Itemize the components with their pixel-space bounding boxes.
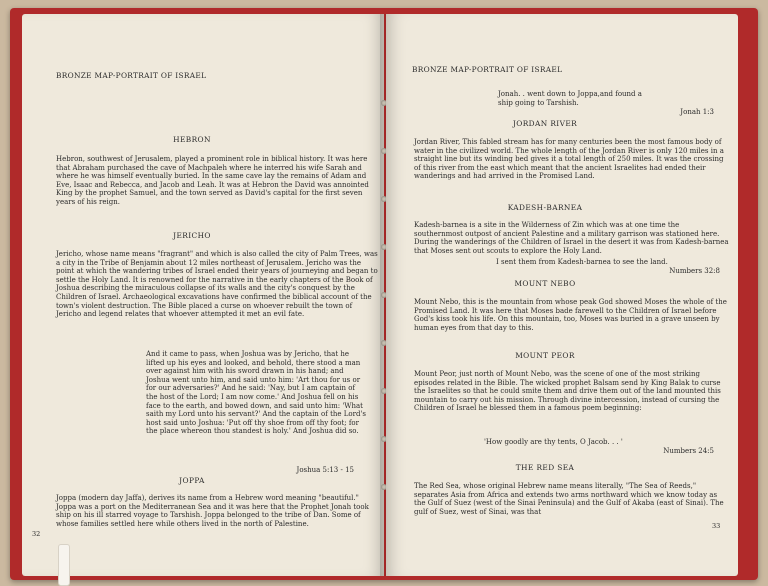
paragraph-mount-nebo: Mount Nebo, this is the mountain from whose peak God showed Moses the whole of the Promised Land. It was here that Moses bade farewell to the Children of Israel before God's kiss took his life. On this mountain, too, Moses was buried in a grave unseen by human eyes from that day to this. <box>414 298 727 332</box>
citation-jonah: Jonah 1:3 <box>680 108 714 116</box>
citation-kadesh-barnea: Numbers 32:8 <box>669 267 720 275</box>
quote-jonah: Jonah. . went down to Joppa,and found a ship going to Tarshish. <box>498 90 642 107</box>
paragraph-jericho: Jericho, whose name means "fragrant" and which is also called the city of Palm Trees, was a city in the Tribe of Benjamin about 12 miles northeast of Jerusalem. Jericho was the point at which the wandering tribes of Israel ended their years of journeying and began to settle the Holy Land. It is renowned for the narrative in the early chapters of the Book of Joshua describing the miraculous collapse of its walls and the city's conquest by the Children of Israel. Archaeological excavations have confirmed the biblical account of the town's violent destruction. The Bible placed a curse on whoever rebuilt the town of Jericho and legend relates that whoever attempted it met an evil fate. <box>56 250 378 319</box>
citation-jericho: Joshua 5:13 - 15 <box>296 466 354 474</box>
left-page <box>22 14 384 576</box>
paragraph-mount-peor: Mount Peor, just north of Mount Nebo, was the scene of one of the most striking episodes related in the Bible. The wicked prophet Balsam send by King Balak to curse the Israelites so that he could smite them and drive them out of the land mounted this mountain to carry out his mission. Through divine intercession, instead of cursing the Children of Israel he blessed them in a famous poem beginning: <box>414 370 721 413</box>
paragraph-hebron: Hebron, southwest of Jerusalem, played a prominent role in biblical history. It was here that Abraham purchased the cave of Machpaleh where he interred his wife Sarah and where he was himself eventually buried. In the same cave lay the remains of Adam and Eve, Isaac and Rebecca, and Jacob and Leah. It was at Hebron the David was annointed King by the prophet Samuel, and the town served as David's capital for the first seven years of his reign. <box>56 155 369 206</box>
bookmark-tab <box>58 544 70 586</box>
heading-jordan-river: JORDAN RIVER <box>512 119 578 128</box>
running-title-right: BRONZE MAP-PORTRAIT OF ISRAEL <box>412 65 563 74</box>
quote-mount-peor: 'How goodly are thy tents, O Jacob. . . ' <box>484 438 623 446</box>
page-number-left: 32 <box>32 530 41 538</box>
heading-jericho: JERICHO <box>173 231 211 240</box>
right-page <box>386 14 738 576</box>
paragraph-jordan-river: Jordan River, This fabled stream has for many centuries been the most famous body of water in the civilized world. The whole length of the Jordan River is only 120 miles in a straight line but its winding bed gives it a total length of 250 miles. It was the crossing of this river from the east which meant that the ancient Israelites had ended their wanderings and had arrived in the Promised Land. <box>414 138 724 181</box>
paragraph-red-sea: The Red Sea, whose original Hebrew name means literally, "The Sea of Reeds," separates Asia from Africa and extends two arms northward which we know today as the Gulf of Suez (west of the Sinai Peninsula) and the Gulf of Akaba (east of Sinai). The gulf of Suez, west of Sinai, was that <box>414 482 724 516</box>
heading-red-sea: THE RED SEA <box>515 463 575 472</box>
heading-mount-peor: MOUNT PEOR <box>515 351 575 360</box>
quote-kadesh-barnea: I sent them from Kadesh-barnea to see the land. <box>496 258 668 266</box>
paragraph-kadesh-barnea: Kadesh-barnea is a site in the Wilderness of Zin which was at one time the southernmost outpost of ancient Palestine and a military garrison was stationed here. During the wanderings of the Children of Israel in the desert it was from Kadesh-barnea that Moses sent out scouts to explore the Holy Land. <box>414 221 729 255</box>
heading-joppa: JOPPA <box>179 476 205 485</box>
heading-kadesh-barnea: KADESH-BARNEA <box>507 203 583 212</box>
heading-hebron: HEBRON <box>173 135 211 144</box>
quote-jericho: And it came to pass, when Joshua was by Jericho, that he lifted up his eyes and looked, and behold, there stood a man over against him with his sword drawn in his hand; and Joshua went unto him, and said unto him: 'Art thou for us or for our adversaries?' And he said: 'Nay, but I am captain of the host of the Lord; I am now come.' And Joshua fell on his face to the earth, and bowed down, and said unto him: 'What saith my Lord unto his servant?' And the captain of the Lord's host said unto Joshua: 'Put off thy shoe from off thy foot; for the place whereon thou standest is holy.' And Joshua did so. <box>146 350 366 436</box>
page-number-right: 33 <box>712 522 721 530</box>
paragraph-joppa: Joppa (modern day Jaffa), derives its name from a Hebrew word meaning "beautiful." Joppa was a port on the Mediterranean Sea and it was here that the Prophet Jonah took ship on his ill starred voyage to Tarshish. Joppa belonged to the tribe of Dan. Some of whose families settled here while others lived in the north of Palestine. <box>56 494 369 528</box>
running-title-left: BRONZE MAP-PORTRAIT OF ISRAEL <box>56 71 207 80</box>
heading-mount-nebo: MOUNT NEBO <box>514 279 576 288</box>
citation-mount-peor: Numbers 24:5 <box>663 447 714 455</box>
